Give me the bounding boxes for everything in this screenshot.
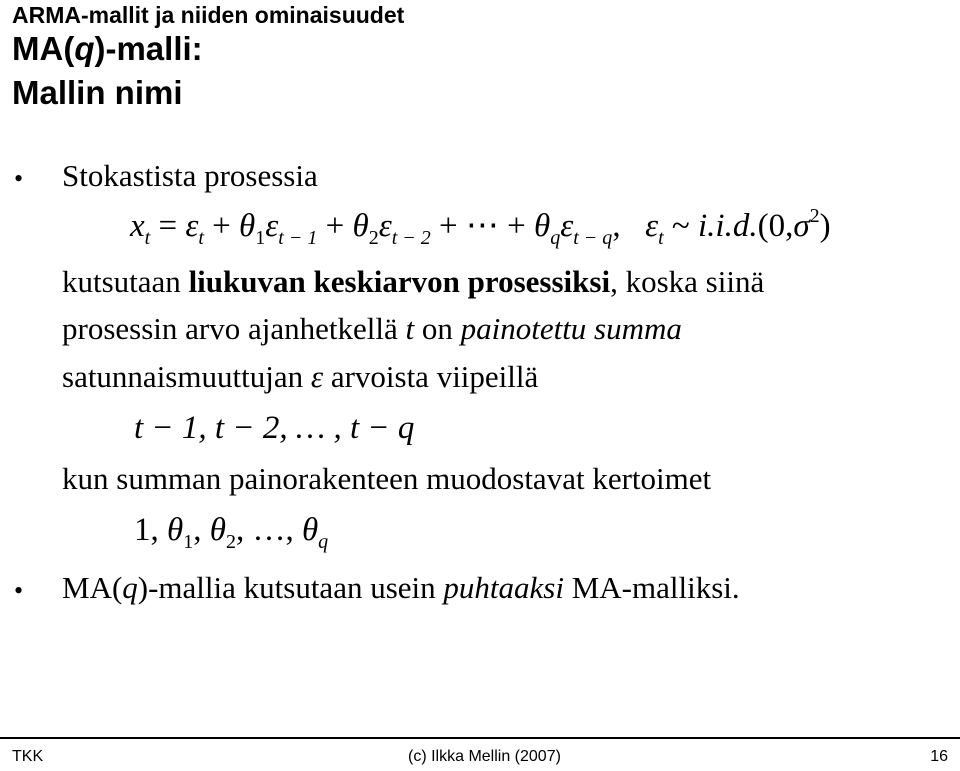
title-q: q bbox=[74, 30, 95, 67]
slide-title: MA(q)-malli: bbox=[12, 30, 203, 67]
line-kun-summan: kun summan painorakenteen muodostavat kertoimet bbox=[62, 461, 712, 496]
footer-page-number: 16 bbox=[930, 748, 948, 765]
line-kutsutaan: kutsutaan liukuvan keskiarvon prosessiksi, koska siinä bbox=[62, 264, 765, 299]
bullet-stokastista: Stokastista prosessia bbox=[62, 158, 318, 193]
course-title: ARMA-mallit ja niiden ominaisuudet bbox=[12, 2, 405, 28]
footer-institution: TKK bbox=[12, 748, 44, 765]
lags-expression: t − 1, t − 2, … , t − q bbox=[134, 410, 415, 446]
line-prosessin: prosessin arvo ajanhetkellä t on painotettu summa bbox=[62, 311, 682, 346]
bullet-ma-mallia: MA(q)-mallia kutsutaan usein puhtaaksi MA-malliksi. bbox=[62, 570, 740, 605]
ma-formula: $x_t = \varepsilon_t + \theta_1\varepsilon_{t - 1} + \theta_2\varepsilon_{t - 2}$ + ⋯ + $\theta_q\varepsilon_{t - q}$, $\varepsilon_t$ ~ $i.i.d.(0,\sigma^2)$ bbox=[130, 205, 831, 249]
footer-copyright: (c) Ilkka Mellin (2007) bbox=[408, 748, 561, 765]
footer-divider bbox=[0, 737, 960, 739]
bullet-dot: • bbox=[14, 164, 24, 193]
line-satunnais: satunnaismuuttujan ε arvoista viipeillä bbox=[62, 359, 539, 394]
bullet-dot-2: • bbox=[14, 576, 24, 605]
coefficients-expression: 1, $\theta_1$, $\theta_2$, …, $\theta_q$ bbox=[134, 512, 329, 553]
slide-subtitle: Mallin nimi bbox=[12, 74, 183, 111]
